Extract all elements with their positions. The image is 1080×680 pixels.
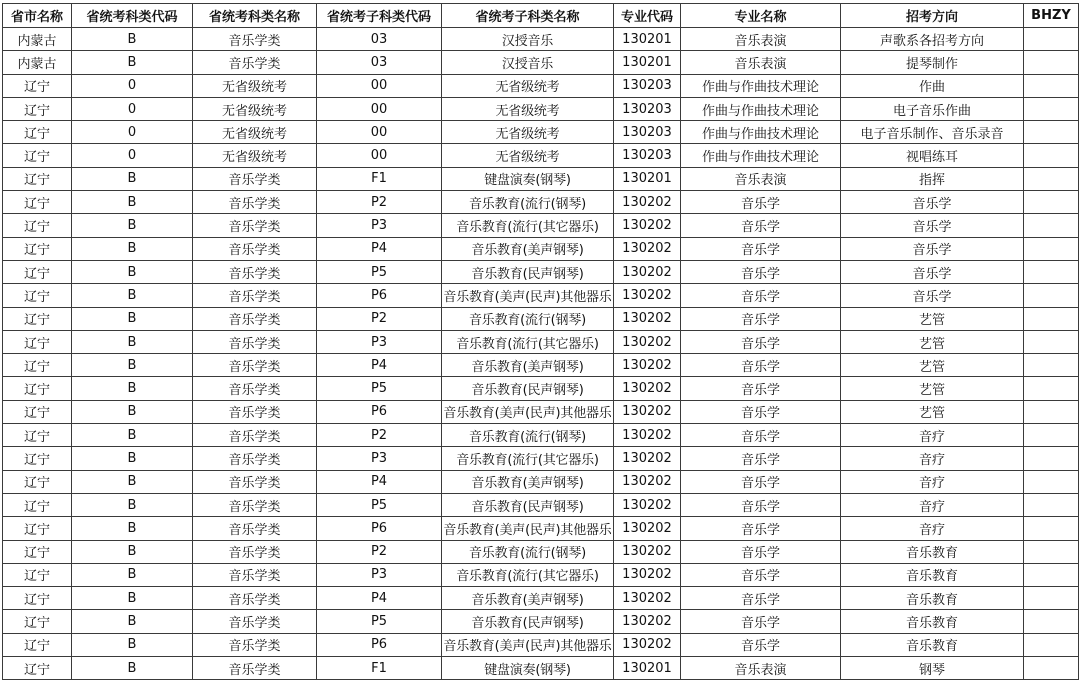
cell-exam-subcategory-code: 00 — [317, 121, 442, 144]
cell-bhzy — [1024, 633, 1079, 656]
cell-exam-category-code: B — [72, 377, 193, 400]
cell-exam-category-code: B — [72, 330, 193, 353]
cell-exam-category-name: 音乐学类 — [193, 28, 317, 51]
table-row — [3, 284, 1079, 307]
cell-major-name: 作曲与作曲技术理论 — [681, 121, 841, 144]
cell-province-name: 辽宁 — [3, 214, 72, 237]
cell-exam-category-name: 音乐学类 — [193, 424, 317, 447]
cell-major-name: 作曲与作曲技术理论 — [681, 97, 841, 120]
cell-province-name: 辽宁 — [3, 144, 72, 167]
cell-province-name: 辽宁 — [3, 563, 72, 586]
cell-admission-direction: 音乐教育 — [841, 587, 1024, 610]
cell-exam-subcategory-name: 汉授音乐 — [442, 51, 614, 74]
cell-exam-category-code: B — [72, 563, 193, 586]
cell-major-name: 音乐学 — [681, 587, 841, 610]
cell-major-code: 130202 — [614, 610, 681, 633]
cell-exam-category-code: B — [72, 307, 193, 330]
cell-exam-category-name: 音乐学类 — [193, 191, 317, 214]
cell-exam-category-code: B — [72, 260, 193, 283]
cell-exam-subcategory-name: 音乐教育(美声钢琴) — [442, 587, 614, 610]
cell-admission-direction: 指挥 — [841, 167, 1024, 190]
cell-exam-category-name: 音乐学类 — [193, 493, 317, 516]
cell-exam-category-code: B — [72, 28, 193, 51]
cell-bhzy — [1024, 447, 1079, 470]
cell-major-code: 130201 — [614, 657, 681, 680]
cell-exam-subcategory-name: 无省级统考 — [442, 144, 614, 167]
cell-exam-category-code: B — [72, 470, 193, 493]
cell-admission-direction: 音疗 — [841, 493, 1024, 516]
cell-major-name: 作曲与作曲技术理论 — [681, 74, 841, 97]
cell-exam-category-name: 音乐学类 — [193, 354, 317, 377]
table-row — [3, 540, 1079, 563]
cell-exam-subcategory-code: P5 — [317, 610, 442, 633]
cell-exam-category-name: 音乐学类 — [193, 610, 317, 633]
cell-bhzy — [1024, 28, 1079, 51]
cell-exam-subcategory-name: 音乐教育(流行(钢琴) — [442, 540, 614, 563]
cell-major-name: 音乐学 — [681, 330, 841, 353]
cell-major-code: 130201 — [614, 167, 681, 190]
table-row — [3, 191, 1079, 214]
cell-bhzy — [1024, 400, 1079, 423]
cell-admission-direction: 音疗 — [841, 447, 1024, 470]
cell-exam-category-code: B — [72, 167, 193, 190]
cell-province-name: 辽宁 — [3, 377, 72, 400]
header-major-name: 专业名称 — [681, 4, 841, 28]
cell-province-name: 辽宁 — [3, 610, 72, 633]
cell-bhzy — [1024, 97, 1079, 120]
cell-exam-category-name: 音乐学类 — [193, 377, 317, 400]
cell-admission-direction: 音乐教育 — [841, 540, 1024, 563]
cell-exam-subcategory-name: 键盘演奏(钢琴) — [442, 657, 614, 680]
table-row — [3, 424, 1079, 447]
header-admission-direction: 招考方向 — [841, 4, 1024, 28]
cell-major-name: 音乐学 — [681, 377, 841, 400]
cell-major-name: 音乐学 — [681, 307, 841, 330]
cell-exam-subcategory-name: 音乐教育(美声(民声)其他器乐 — [442, 284, 614, 307]
cell-admission-direction: 音乐学 — [841, 237, 1024, 260]
cell-bhzy — [1024, 307, 1079, 330]
table-row — [3, 307, 1079, 330]
cell-exam-category-code: B — [72, 610, 193, 633]
cell-major-name: 音乐学 — [681, 447, 841, 470]
cell-exam-category-name: 音乐学类 — [193, 51, 317, 74]
cell-bhzy — [1024, 610, 1079, 633]
cell-exam-subcategory-name: 音乐教育(民声钢琴) — [442, 610, 614, 633]
cell-exam-subcategory-code: P2 — [317, 540, 442, 563]
cell-exam-subcategory-name: 音乐教育(美声(民声)其他器乐 — [442, 400, 614, 423]
cell-exam-subcategory-name: 音乐教育(民声钢琴) — [442, 377, 614, 400]
table-row — [3, 493, 1079, 516]
cell-major-name: 音乐学 — [681, 493, 841, 516]
cell-exam-subcategory-name: 音乐教育(美声(民声)其他器乐 — [442, 517, 614, 540]
cell-bhzy — [1024, 493, 1079, 516]
cell-bhzy — [1024, 330, 1079, 353]
cell-major-code: 130202 — [614, 493, 681, 516]
table-row — [3, 28, 1079, 51]
cell-exam-category-code: 0 — [72, 144, 193, 167]
cell-exam-category-code: B — [72, 633, 193, 656]
cell-exam-subcategory-code: 03 — [317, 28, 442, 51]
table-row — [3, 447, 1079, 470]
cell-bhzy — [1024, 167, 1079, 190]
cell-exam-subcategory-code: P3 — [317, 214, 442, 237]
cell-admission-direction: 提琴制作 — [841, 51, 1024, 74]
cell-major-code: 130202 — [614, 377, 681, 400]
table-row — [3, 400, 1079, 423]
cell-exam-category-name: 音乐学类 — [193, 563, 317, 586]
cell-major-code: 130202 — [614, 284, 681, 307]
table-row — [3, 237, 1079, 260]
cell-exam-subcategory-name: 音乐教育(美声钢琴) — [442, 354, 614, 377]
cell-exam-subcategory-code: P5 — [317, 377, 442, 400]
cell-admission-direction: 艺管 — [841, 307, 1024, 330]
cell-exam-category-code: B — [72, 237, 193, 260]
table-row — [3, 517, 1079, 540]
cell-admission-direction: 音乐教育 — [841, 610, 1024, 633]
cell-exam-category-code: B — [72, 191, 193, 214]
cell-admission-direction: 音乐学 — [841, 214, 1024, 237]
table-row — [3, 97, 1079, 120]
cell-admission-direction: 钢琴 — [841, 657, 1024, 680]
cell-exam-subcategory-code: P3 — [317, 330, 442, 353]
cell-exam-subcategory-code: P4 — [317, 587, 442, 610]
cell-admission-direction: 电子音乐制作、音乐录音 — [841, 121, 1024, 144]
cell-bhzy — [1024, 470, 1079, 493]
cell-province-name: 辽宁 — [3, 447, 72, 470]
cell-major-name: 音乐表演 — [681, 28, 841, 51]
cell-province-name: 辽宁 — [3, 191, 72, 214]
cell-exam-category-name: 音乐学类 — [193, 284, 317, 307]
table-row — [3, 354, 1079, 377]
cell-exam-subcategory-name: 音乐教育(流行(钢琴) — [442, 307, 614, 330]
cell-exam-subcategory-name: 汉授音乐 — [442, 28, 614, 51]
cell-major-code: 130201 — [614, 28, 681, 51]
cell-province-name: 辽宁 — [3, 167, 72, 190]
table-row — [3, 167, 1079, 190]
cell-exam-subcategory-name: 无省级统考 — [442, 121, 614, 144]
cell-exam-category-code: B — [72, 587, 193, 610]
cell-exam-subcategory-code: P3 — [317, 563, 442, 586]
cell-major-name: 音乐学 — [681, 191, 841, 214]
header-province-name: 省市名称 — [3, 4, 72, 28]
cell-bhzy — [1024, 260, 1079, 283]
cell-exam-category-code: B — [72, 354, 193, 377]
cell-exam-category-name: 无省级统考 — [193, 74, 317, 97]
cell-exam-subcategory-name: 音乐教育(流行(其它器乐) — [442, 330, 614, 353]
cell-exam-category-name: 无省级统考 — [193, 121, 317, 144]
table-row — [3, 51, 1079, 74]
cell-exam-subcategory-code: 00 — [317, 74, 442, 97]
cell-exam-category-code: B — [72, 540, 193, 563]
cell-bhzy — [1024, 51, 1079, 74]
cell-exam-category-code: B — [72, 517, 193, 540]
cell-major-name: 音乐学 — [681, 354, 841, 377]
header-row — [3, 4, 1079, 28]
table-row — [3, 377, 1079, 400]
cell-exam-subcategory-code: P3 — [317, 447, 442, 470]
cell-admission-direction: 艺管 — [841, 400, 1024, 423]
cell-admission-direction: 音乐学 — [841, 284, 1024, 307]
header-exam-category-name: 省统考科类名称 — [193, 4, 317, 28]
cell-province-name: 辽宁 — [3, 470, 72, 493]
table-row — [3, 657, 1079, 680]
table-row — [3, 563, 1079, 586]
cell-exam-category-name: 音乐学类 — [193, 540, 317, 563]
cell-major-name: 音乐学 — [681, 470, 841, 493]
cell-exam-subcategory-code: P6 — [317, 400, 442, 423]
cell-exam-subcategory-code: 03 — [317, 51, 442, 74]
cell-major-code: 130202 — [614, 400, 681, 423]
cell-province-name: 辽宁 — [3, 400, 72, 423]
cell-province-name: 辽宁 — [3, 517, 72, 540]
cell-major-name: 音乐学 — [681, 563, 841, 586]
cell-exam-category-name: 音乐学类 — [193, 167, 317, 190]
cell-admission-direction: 声歌系各招考方向 — [841, 28, 1024, 51]
cell-exam-category-code: 0 — [72, 74, 193, 97]
cell-exam-subcategory-code: P2 — [317, 424, 442, 447]
cell-exam-subcategory-name: 音乐教育(流行(其它器乐) — [442, 214, 614, 237]
cell-province-name: 辽宁 — [3, 540, 72, 563]
cell-major-name: 音乐学 — [681, 424, 841, 447]
cell-exam-subcategory-code: P2 — [317, 191, 442, 214]
cell-exam-category-code: B — [72, 214, 193, 237]
cell-exam-category-code: B — [72, 493, 193, 516]
cell-province-name: 辽宁 — [3, 587, 72, 610]
cell-major-code: 130201 — [614, 51, 681, 74]
cell-exam-category-name: 无省级统考 — [193, 144, 317, 167]
cell-exam-category-name: 音乐学类 — [193, 447, 317, 470]
table-row — [3, 144, 1079, 167]
cell-exam-subcategory-code: P4 — [317, 470, 442, 493]
cell-province-name: 辽宁 — [3, 354, 72, 377]
cell-exam-category-code: B — [72, 657, 193, 680]
cell-major-name: 音乐学 — [681, 260, 841, 283]
cell-exam-subcategory-name: 音乐教育(美声钢琴) — [442, 237, 614, 260]
cell-exam-subcategory-code: P4 — [317, 237, 442, 260]
cell-exam-subcategory-name: 音乐教育(流行(其它器乐) — [442, 563, 614, 586]
cell-bhzy — [1024, 587, 1079, 610]
cell-bhzy — [1024, 540, 1079, 563]
cell-major-name: 音乐学 — [681, 214, 841, 237]
cell-bhzy — [1024, 424, 1079, 447]
cell-admission-direction: 视唱练耳 — [841, 144, 1024, 167]
cell-major-name: 作曲与作曲技术理论 — [681, 144, 841, 167]
cell-major-code: 130203 — [614, 74, 681, 97]
cell-major-name: 音乐学 — [681, 610, 841, 633]
cell-exam-subcategory-code: F1 — [317, 657, 442, 680]
cell-exam-subcategory-code: P6 — [317, 517, 442, 540]
cell-bhzy — [1024, 237, 1079, 260]
cell-exam-category-code: B — [72, 447, 193, 470]
cell-admission-direction: 音乐学 — [841, 191, 1024, 214]
table-row — [3, 633, 1079, 656]
cell-exam-subcategory-name: 音乐教育(流行(其它器乐) — [442, 447, 614, 470]
cell-exam-subcategory-code: P6 — [317, 284, 442, 307]
cell-province-name: 内蒙古 — [3, 51, 72, 74]
cell-major-code: 130202 — [614, 237, 681, 260]
cell-province-name: 辽宁 — [3, 657, 72, 680]
table-row — [3, 260, 1079, 283]
table-row — [3, 214, 1079, 237]
cell-major-code: 130202 — [614, 214, 681, 237]
cell-province-name: 辽宁 — [3, 330, 72, 353]
cell-province-name: 辽宁 — [3, 493, 72, 516]
cell-admission-direction: 音乐学 — [841, 260, 1024, 283]
cell-province-name: 辽宁 — [3, 260, 72, 283]
cell-exam-category-name: 音乐学类 — [193, 237, 317, 260]
cell-exam-subcategory-name: 音乐教育(美声钢琴) — [442, 470, 614, 493]
cell-bhzy — [1024, 191, 1079, 214]
cell-exam-subcategory-name: 音乐教育(美声(民声)其他器乐 — [442, 633, 614, 656]
cell-major-name: 音乐表演 — [681, 657, 841, 680]
cell-bhzy — [1024, 121, 1079, 144]
cell-major-name: 音乐学 — [681, 237, 841, 260]
cell-exam-subcategory-code: P5 — [317, 260, 442, 283]
cell-bhzy — [1024, 354, 1079, 377]
cell-major-code: 130202 — [614, 424, 681, 447]
cell-major-code: 130202 — [614, 563, 681, 586]
cell-exam-subcategory-code: 00 — [317, 97, 442, 120]
cell-province-name: 内蒙古 — [3, 28, 72, 51]
header-exam-subcategory-code: 省统考子科类代码 — [317, 4, 442, 28]
cell-province-name: 辽宁 — [3, 121, 72, 144]
cell-exam-subcategory-code: F1 — [317, 167, 442, 190]
cell-exam-subcategory-name: 音乐教育(流行(钢琴) — [442, 424, 614, 447]
cell-exam-category-name: 音乐学类 — [193, 517, 317, 540]
cell-exam-category-code: B — [72, 284, 193, 307]
cell-province-name: 辽宁 — [3, 633, 72, 656]
header-exam-category-code: 省统考科类代码 — [72, 4, 193, 28]
cell-bhzy — [1024, 377, 1079, 400]
cell-bhzy — [1024, 517, 1079, 540]
cell-major-code: 130203 — [614, 121, 681, 144]
cell-bhzy — [1024, 284, 1079, 307]
cell-exam-subcategory-name: 键盘演奏(钢琴) — [442, 167, 614, 190]
cell-exam-subcategory-name: 无省级统考 — [442, 97, 614, 120]
cell-major-code: 130202 — [614, 330, 681, 353]
table-body — [3, 28, 1079, 680]
cell-exam-category-name: 音乐学类 — [193, 307, 317, 330]
cell-exam-subcategory-code: P4 — [317, 354, 442, 377]
cell-bhzy — [1024, 657, 1079, 680]
cell-exam-category-name: 音乐学类 — [193, 260, 317, 283]
header-major-code: 专业代码 — [614, 4, 681, 28]
cell-admission-direction: 艺管 — [841, 377, 1024, 400]
cell-major-code: 130202 — [614, 354, 681, 377]
cell-exam-category-name: 无省级统考 — [193, 97, 317, 120]
table-row — [3, 330, 1079, 353]
cell-exam-subcategory-name: 音乐教育(流行(钢琴) — [442, 191, 614, 214]
cell-exam-subcategory-code: P2 — [317, 307, 442, 330]
cell-exam-category-name: 音乐学类 — [193, 587, 317, 610]
cell-major-code: 130202 — [614, 587, 681, 610]
header-exam-subcategory-name: 省统考子科类名称 — [442, 4, 614, 28]
cell-bhzy — [1024, 144, 1079, 167]
cell-admission-direction: 作曲 — [841, 74, 1024, 97]
cell-exam-category-name: 音乐学类 — [193, 633, 317, 656]
cell-province-name: 辽宁 — [3, 237, 72, 260]
cell-major-code: 130202 — [614, 191, 681, 214]
header-bhzy: BHZY — [1024, 4, 1079, 28]
table-row — [3, 470, 1079, 493]
cell-admission-direction: 音疗 — [841, 470, 1024, 493]
cell-major-name: 音乐表演 — [681, 51, 841, 74]
cell-exam-category-code: B — [72, 424, 193, 447]
table-row — [3, 587, 1079, 610]
cell-major-code: 130203 — [614, 97, 681, 120]
cell-exam-category-code: B — [72, 400, 193, 423]
cell-exam-category-name: 音乐学类 — [193, 214, 317, 237]
cell-exam-subcategory-code: P5 — [317, 493, 442, 516]
cell-bhzy — [1024, 74, 1079, 97]
cell-province-name: 辽宁 — [3, 284, 72, 307]
admissions-table — [2, 3, 1079, 680]
cell-province-name: 辽宁 — [3, 424, 72, 447]
table-row — [3, 74, 1079, 97]
cell-bhzy — [1024, 214, 1079, 237]
cell-admission-direction: 艺管 — [841, 330, 1024, 353]
cell-major-name: 音乐表演 — [681, 167, 841, 190]
cell-admission-direction: 音乐教育 — [841, 633, 1024, 656]
cell-exam-category-code: B — [72, 51, 193, 74]
table-row — [3, 121, 1079, 144]
cell-admission-direction: 音乐教育 — [841, 563, 1024, 586]
cell-major-code: 130202 — [614, 633, 681, 656]
cell-major-code: 130202 — [614, 517, 681, 540]
cell-admission-direction: 音疗 — [841, 517, 1024, 540]
cell-major-code: 130203 — [614, 144, 681, 167]
cell-exam-category-name: 音乐学类 — [193, 330, 317, 353]
cell-admission-direction: 音疗 — [841, 424, 1024, 447]
cell-major-name: 音乐学 — [681, 633, 841, 656]
cell-major-name: 音乐学 — [681, 540, 841, 563]
cell-exam-category-name: 音乐学类 — [193, 657, 317, 680]
table-row — [3, 610, 1079, 633]
cell-admission-direction: 艺管 — [841, 354, 1024, 377]
cell-province-name: 辽宁 — [3, 97, 72, 120]
cell-major-code: 130202 — [614, 540, 681, 563]
cell-exam-subcategory-name: 无省级统考 — [442, 74, 614, 97]
cell-major-name: 音乐学 — [681, 284, 841, 307]
cell-major-code: 130202 — [614, 260, 681, 283]
cell-major-code: 130202 — [614, 470, 681, 493]
cell-major-code: 130202 — [614, 447, 681, 470]
cell-province-name: 辽宁 — [3, 307, 72, 330]
cell-exam-category-code: 0 — [72, 121, 193, 144]
cell-exam-subcategory-name: 音乐教育(民声钢琴) — [442, 260, 614, 283]
cell-bhzy — [1024, 563, 1079, 586]
cell-exam-category-name: 音乐学类 — [193, 470, 317, 493]
cell-major-name: 音乐学 — [681, 517, 841, 540]
cell-exam-subcategory-code: P6 — [317, 633, 442, 656]
cell-major-name: 音乐学 — [681, 400, 841, 423]
cell-exam-category-code: 0 — [72, 97, 193, 120]
cell-exam-subcategory-name: 音乐教育(民声钢琴) — [442, 493, 614, 516]
cell-province-name: 辽宁 — [3, 74, 72, 97]
cell-major-code: 130202 — [614, 307, 681, 330]
cell-exam-category-name: 音乐学类 — [193, 400, 317, 423]
cell-admission-direction: 电子音乐作曲 — [841, 97, 1024, 120]
cell-exam-subcategory-code: 00 — [317, 144, 442, 167]
